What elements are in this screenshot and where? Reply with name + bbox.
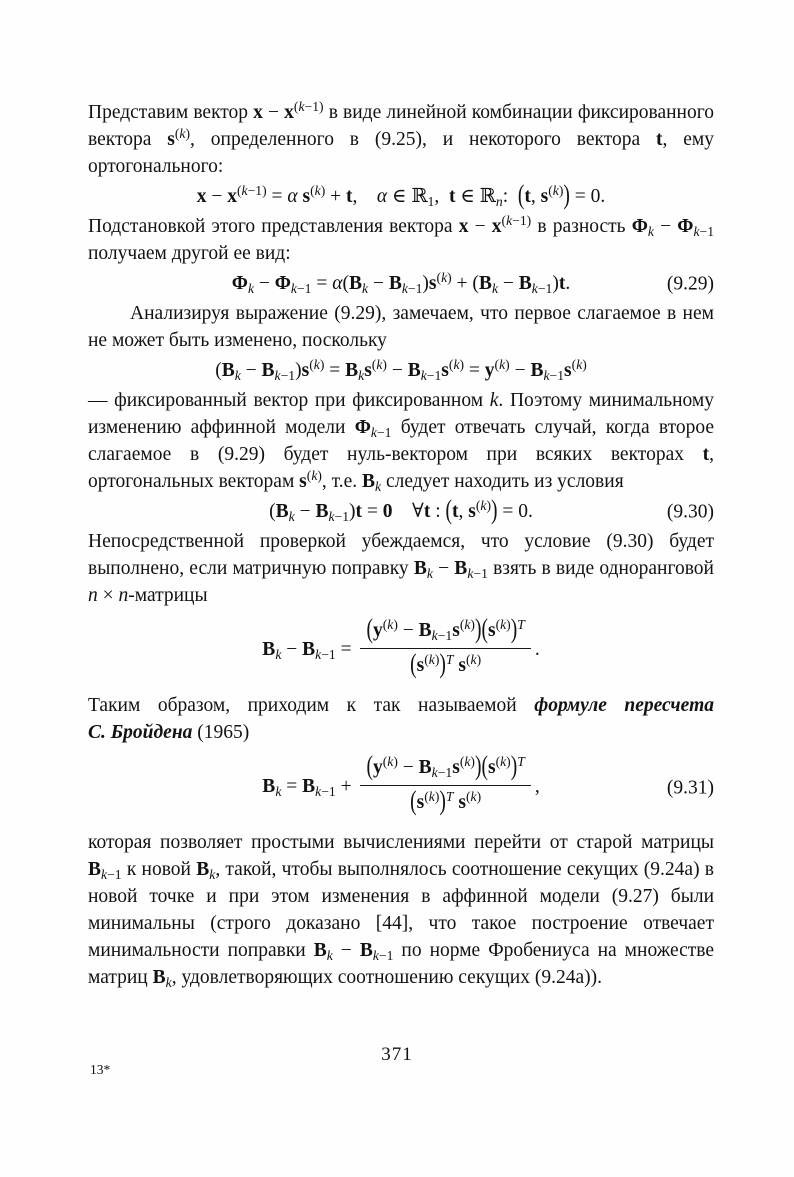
paragraph-broyden-properties: которая позволяет простыми вычислениями перейти от старой матрицы $B_{k-1}$ к новой $B_k$, такой, чтобы выполнялось соотношение секущих (9.24а) в новой точке и при этом изменения в аффинной модели (9.27) были минимальны (строго доказано [44], что такое построение отвечает минимальности поправки $B_k - B_{k-1}$ по норме Фробениуса на множестве матриц $B_k$, удовлетворяющих соотношению секущих (9.24а)). [88, 832, 715, 990]
equation-body: $x - x^{(k-1)} = \alpha$ $s^{(k)} + t$, α ∈ ℝ$_1$, t ∈ ℝ$_n$: (t, $s^{(k)}) = 0$. [196, 181, 606, 211]
paragraph-verification: Непосредственной проверкой убеждаемся, что условие (9.30) будет выполнено, если матричную поправку $B_k - B_{k-1}$ взять в виде одноранговой n × n-матрицы [88, 531, 714, 606]
page-number: 371 [381, 1044, 413, 1065]
equation-number: (9.31) [666, 777, 714, 798]
signature-mark: 13* [90, 1062, 111, 1077]
equation-number: (9.30) [666, 501, 714, 522]
equation-body: $(B_k - B_{k-1})s^{(k)} = B_ks^{(k)} - B_{k-1}s^{(k)} = y^{(k)} - B_{k-1}s^{(k)}$ [215, 356, 587, 383]
paragraph-broyden-formula-intro: Таким образом, приходим к так называемой формуле пересчета С. Бройдена (1965) [88, 695, 714, 743]
paragraph-analysis: Анализируя выражение (9.29), замечаем, что первое слагаемое в нем не может быть изменено, поскольку [88, 303, 714, 351]
equation-body: $(B_k - B_{k-1})t = 0$ ∀t : (t, $s^{(k)}) = 0$. [269, 496, 533, 526]
paragraph-vector-decomposition: Представим вектор $x - x^{(k-1)}$ в виде линейной комбинации фиксированного вектора $s^{(k)}$, определенного в (9.25), и некоторого вектора t, ему ортогонального: [88, 98, 715, 177]
equation-rank-one-matrix [88, 616, 714, 685]
equation-body: $B_k = B_{k-1}$ + $\frac{(y^{(k)} - B_{k-1}s^{(k)})(s^{(k)})^T}{(s^{(k)})^T s^{(k)}}$ , [262, 753, 539, 822]
paragraph-fixed-vector: — фиксированный вектор при фиксированном k. Поэтому минимальному изменению аффинной модели $\Phi_{k-1}$ будет отвечать случай, когда второе слагаемое в (9.29) будет нуль-вектором при всяких векторах t, ортогональных векторам $s^{(k)}$, т.е. $B_k$ следует находить из условия [88, 390, 714, 494]
equation-fixed-vector [88, 357, 714, 384]
paragraph-substitution: Подстановкой этого представления вектора $x - x^{(k-1)}$ в разность $\Phi_k - \Phi_{k-1}$ получаем другой ее вид: [88, 212, 715, 264]
equation-9-30 [88, 498, 714, 525]
equation-9-29 [88, 270, 714, 297]
equation-number: (9.29) [666, 273, 714, 294]
equation-body: $B_k - B_{k-1}$ = $\frac{(y^{(k)} - B_{k-1}s^{(k)})(s^{(k)})^T}{(s^{(k)})^T s^{(k)}}$ . [262, 616, 539, 685]
equation-9-31 [88, 753, 714, 822]
equation-body: $\Phi_k - \Phi_{k-1} = \alpha(B_k - B_{k-1})s^{(k)} + (B_k - B_{k-1})t$. [231, 269, 571, 296]
equation-decomposition [88, 183, 714, 210]
page-text [88, 99, 714, 991]
